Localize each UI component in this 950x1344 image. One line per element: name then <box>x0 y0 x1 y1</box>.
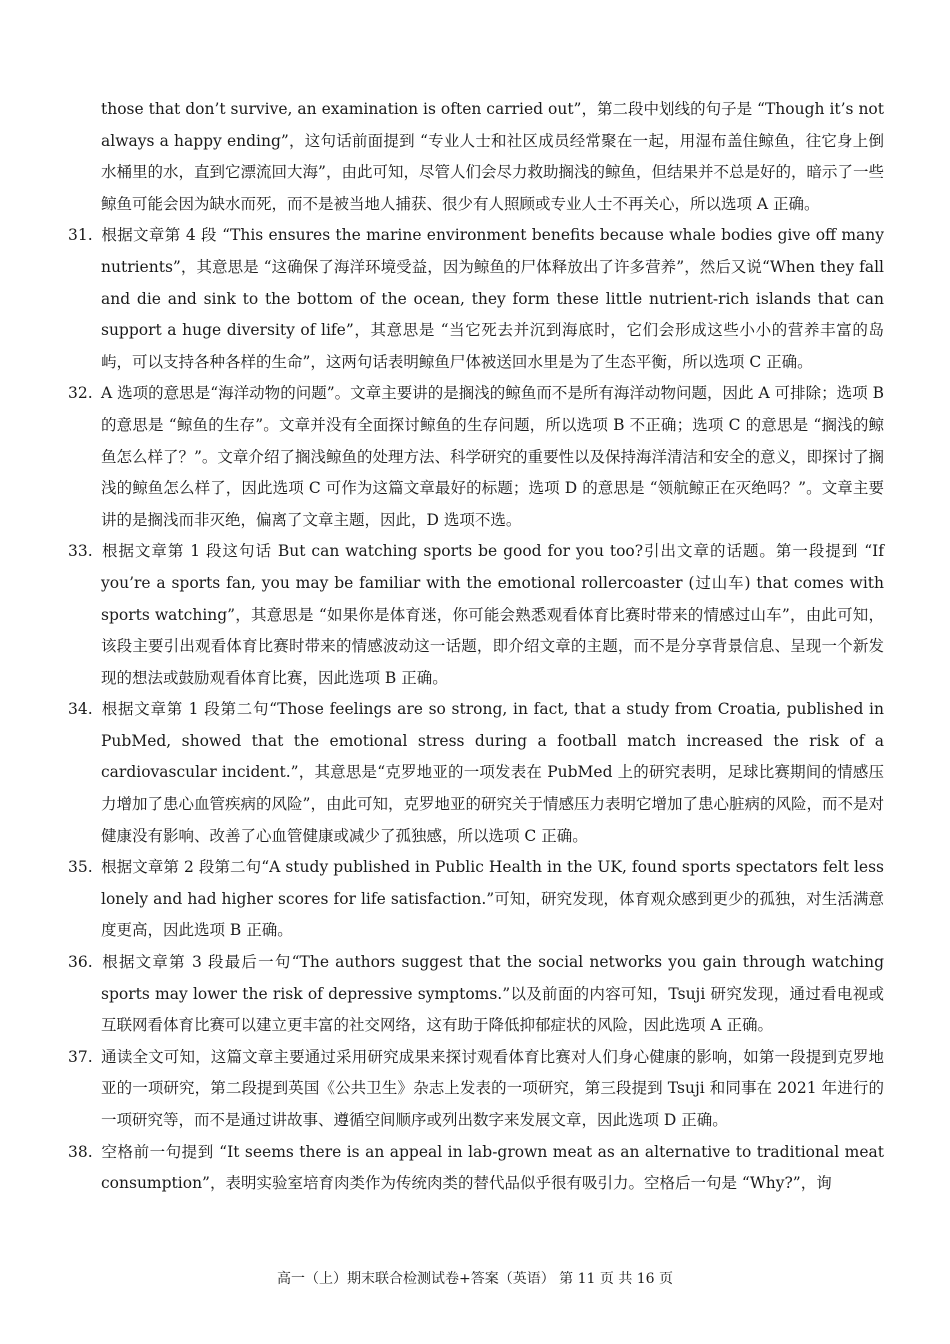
explanation-34 <box>68 694 884 852</box>
explanation-text: 通读全文可知，这篇文章主要通过采用研究成果来探讨观看体育比赛对人们身心健康的影响，如第一段提到克罗地亚的一项研究，第二段提到英国《公共卫生》杂志上发表的一项研究，第三段提到 Tsuji 和同事在 2021 年进行的一项研究等，而不是通过讲故事、遵循空间顺序或列出数字来发展文章，因此选项 D 正确。 <box>101 1047 884 1129</box>
explanation-33 <box>68 536 884 694</box>
explanation-38 <box>68 1137 884 1200</box>
question-number: 34. <box>68 700 93 719</box>
explanation-text: 根据文章第 3 段最后一句“The authors suggest that the social networks you gain through watching sports may lower the risk of depressive symptoms.”以及前面的内容可知，Tsuji 研究发现，通过看电视或互联网看体育比赛可以建立更丰富的社交网络，这有助于降低抑郁症状的风险，因此选项 A 正确。 <box>101 953 884 1035</box>
question-number: 37. <box>68 1047 93 1066</box>
explanation-37 <box>68 1042 884 1137</box>
explanation-text: 根据文章第 1 段第二句“Those feelings are so strong, in fact, that a study from Croatia, published in PubMed, showed that the emotional stress during a football match increased the risk of a cardiovascular incident.”，其意思是“克罗地亚的一项发表在 PubMed 上的研究表明，足球比赛期间的情感压力增加了患心血管疾病的风险”，由此可知，克罗地亚的研究关于情感压力表明它增加了患心脏病的风险，而不是对健康没有影响、改善了心血管健康或减少了孤独感，所以选项 C 正确。 <box>101 700 884 845</box>
explanation-31 <box>68 220 884 378</box>
intro-continuation: those that don’t survive, an examination is often carried out”，第二段中划线的句子是 “Though it’s not always a happy ending”，这句话前面提到 “专业人士和社区成员经常聚在一起，用湿布盖住鲸鱼，往它身上倒水桶里的水，直到它漂流回大海”，由此可知，尽管人们会尽力救助搁浅的鲸鱼，但结果并不总是好的，暗示了一些鲸鱼可能会因为缺水而死，而不是被当地人捕获、很少有人照顾或专业人士不再关心，所以选项 A 正确。 <box>101 100 884 213</box>
explanation-text: 根据文章第 2 段第二句“A study published in Public Health in the UK, found sports spectators felt less lonely and had higher scores for life satisfaction.”可知，研究发现，体育观众感到更少的孤独，对生活满意度更高，因此选项 B 正确。 <box>101 858 884 940</box>
explanation-text: 根据文章第 1 段这句话 But can watching sports be good for you too?引出文章的话题。第一段提到 “If you’re a sports fan, you may be familiar with the emotional rollercoaster (过山车) that comes with sports watching”，其意思是 “如果你是体育迷，你可能会熟悉观看体育比赛时带来的情感过山车”，由此可知，该段主要引出观看体育比赛时带来的情感波动这一话题，即介绍文章的主题，而不是分享背景信息、呈现一个新发现的想法或鼓励观看体育比赛，因此选项 B 正确。 <box>101 542 884 687</box>
explanation-36 <box>68 947 884 1042</box>
explanation-35 <box>68 852 884 947</box>
question-number: 35. <box>68 858 93 877</box>
question-number: 38. <box>68 1142 93 1161</box>
answer-explanations <box>68 94 884 1200</box>
question-number: 31. <box>68 226 93 245</box>
question-number: 32. <box>68 384 93 403</box>
question-number: 36. <box>68 953 93 972</box>
explanation-text: A 选项的意思是“海洋动物的问题”。文章主要讲的是搁浅的鲸鱼而不是所有海洋动物问题，因此 A 可排除；选项 B 的意思是 “鲸鱼的生存”。文章并没有全面探讨鲸鱼的生存问题，所以选项 B 不正确；选项 C 的意思是 “搁浅的鲸鱼怎么样了？”。文章介绍了搁浅鲸鱼的处理方法、科学研究的重要性以及保持海洋清洁和安全的意义，即探讨了搁浅的鲸鱼怎么样了，因此选项 C 可作为这篇文章最好的标题；选项 D 的意思是 “领航鲸正在灭绝吗？”。文章主要讲的是搁浅而非灭绝，偏离了文章主题，因此，D 选项不选。 <box>101 384 884 529</box>
explanation-32 <box>68 378 884 536</box>
question-number: 33. <box>68 542 93 561</box>
explanation-text: 空格前一句提到 “It seems there is an appeal in lab-grown meat as an alternative to traditional meat consumption”，表明实验室培育肉类作为传统肉类的替代品似乎很有吸引力。空格后一句是 “Why?”，询 <box>101 1142 884 1193</box>
page-footer: 高一（上）期末联合检测试卷+答案（英语） 第 11 页 共 16 页 <box>276 1271 674 1287</box>
explanation-text: 根据文章第 4 段 “This ensures the marine environment benefits because whale bodies give off many nutrients”，其意思是 “这确保了海洋环境受益，因为鲸鱼的尸体释放出了许多营养”，然后又说“When they fall and die and sink to the bottom of the ocean, they form these little nutrient-rich islands that can support a huge diversity of life”，其意思是 “当它死去并沉到海底时，它们会形成这些小小的营养丰富的岛屿，可以支持各种各样的生命”，这两句话表明鲸鱼尸体被送回水里是为了生态平衡，所以选项 C 正确。 <box>101 226 884 371</box>
